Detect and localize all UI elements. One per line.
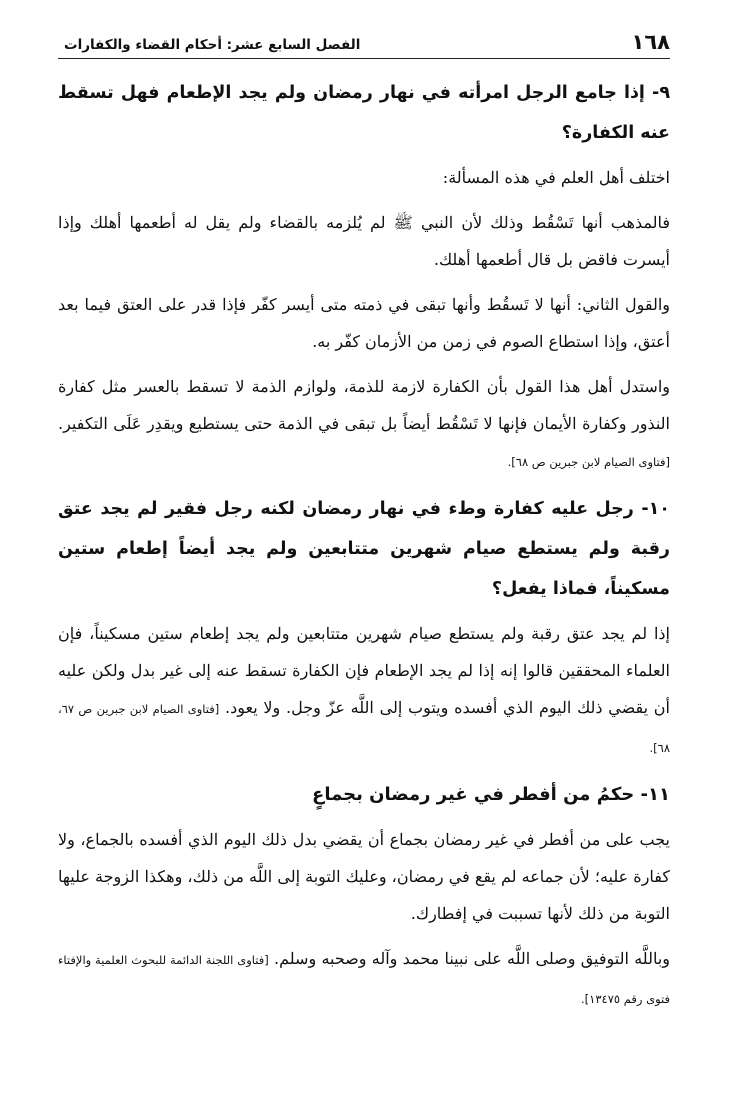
- q11-answer-paragraph: يجب على من أفطر في غير رمضان بجماع أن يقضي بدل ذلك اليوم الذي أفسده بالجماع، ولا كفارة عليه؛ لأن جماعه لم يقع في رمضان، وعليك التوبة إلى اللَّه من ذلك، وهكذا الزوجة عليها التوبة من ذلك لأنها تسببت في إفطارك.: [58, 830, 670, 923]
- q10-source-reference: [فتاوى الصيام لابن جبرين ص ٦٧، ٦٨].: [58, 702, 670, 755]
- q9-first-opinion-paragraph: فالمذهب أنها تَسْقُط وذلك لأن النبي ﷺ لم يُلزمه بالقضاء ولم يقل له أطعمها أهلك وإذا أيسرت فاقض بل قال أطعمها أهلك.: [58, 213, 670, 269]
- q10-answer-paragraph: [58, 615, 670, 767]
- q9-source-reference: [فتاوى الصيام لابن جبرين ص ٦٨].: [507, 455, 670, 469]
- section-11-heading: ١١- حكمُ من أفطر في غير رمضان بجماعٍ: [312, 784, 670, 805]
- q9-second-opinion-paragraph: والقول الثاني: أنها لا تَسقُط وأنها تبقى في ذمته متى أيسر كفّر فإذا قدر على العتق فيما بعد أعتق، وإذا استطاع الصوم في زمن من الأزمان كفّر به.: [58, 295, 670, 351]
- q11-source-reference: [فتاوى اللجنة الدائمة للبحوث العلمية والإفتاء فتوى رقم ١٣٤٧٥].: [58, 953, 670, 1006]
- book-page: [58, 30, 670, 1026]
- q9-evidence-paragraph: [58, 368, 670, 481]
- page-number: ١٦٨: [631, 30, 670, 54]
- q9-evidence-text: واستدل أهل هذا القول بأن الكفارة لازمة للذمة، ولوازم الذمة لا تسقط بالعسر مثل كفارة النذور وكفارة الأيمان فإنها لا تَسْقُط أيضاً بل تبقى في الذمة حتى يستطيع ويقدِر عَلَى التكفير.: [58, 377, 670, 433]
- running-header: [58, 30, 670, 59]
- chapter-title: الفصل السابع عشر: أحكام القضاء والكفارات: [64, 37, 361, 53]
- q9-intro-paragraph: اختلف أهل العلم في هذه المسألة:: [442, 168, 670, 187]
- q11-closing-paragraph: [58, 940, 670, 1018]
- q10-answer-text: إذا لم يجد عتق رقبة ولم يستطع صيام شهرين متتابعين ولم يجد إطعام ستين مسكيناً، فإن العلماء المحققين قالوا إنه إذا لم يجد الإطعام فإن الكفارة تسقط عنه إلى غير بدل ولكن عليه أن يقضي ذلك اليوم الذي أفسده ويتوب إلى اللَّه عزّ وجل. ولا يعود.: [58, 624, 671, 717]
- question-10: ١٠- رجل عليه كفارة وطء في نهار رمضان لكنه رجل فقير لم يجد عتق رقبة ولم يستطع صيام شهرين متتابعين ولم يجد أيضاً إطعام ستين مسكيناً، فماذا يفعل؟: [58, 499, 670, 599]
- question-9: ٩- إذا جامع الرجل امرأته في نهار رمضان ولم يجد الإطعام فهل تسقط عنه الكفارة؟: [58, 83, 670, 143]
- q11-closing-text: وباللَّه التوفيق وصلى اللَّه على نبينا محمد وآله وصحبه وسلم.: [274, 949, 671, 968]
